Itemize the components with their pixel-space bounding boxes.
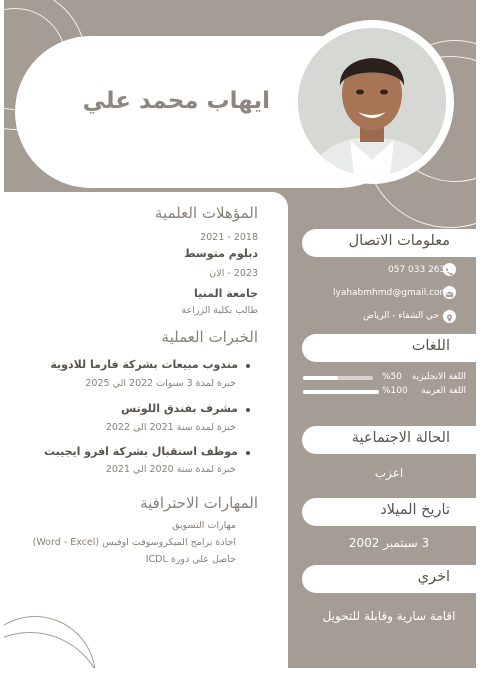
other-title: اخري [417, 569, 450, 585]
experience-title: الخبرات العملية [161, 328, 258, 346]
qualification-period: 2018 - 2021 [200, 232, 258, 243]
qualification-title: دبلوم متوسط [184, 247, 258, 260]
main-content-panel [4, 192, 288, 668]
bullet-icon [246, 451, 250, 455]
languages-title: اللغات [411, 338, 450, 354]
experience-role: موظف استقبال بشركة افرو ايجيبت [44, 445, 238, 458]
skills-title: المهارات الاحترافية [140, 494, 258, 512]
bullet-icon [246, 408, 250, 412]
language-level-fill [303, 390, 379, 394]
birthdate-value: 3 سبتمبر 2002 [348, 536, 430, 550]
languages-header [302, 334, 476, 362]
contact-title: معلومات الاتصال [348, 233, 450, 249]
phone-number: 057 033 2631 [388, 265, 451, 275]
language-level-bar [303, 390, 379, 394]
language-percent: %50 [382, 372, 403, 382]
other-header [302, 565, 476, 593]
language-percent: %100 [382, 386, 408, 396]
experience-duration: خبرة لمدة سنة 2020 الي 2021 [105, 464, 236, 475]
qualifications-title: المؤهلات العلمية [154, 204, 258, 222]
language-name: اللغة الانجليزية [411, 372, 466, 382]
experience-role: مشرف بفندق اللوتس [121, 402, 238, 415]
experience-duration: خبرة لمدة سنة 2021 الي 2022 [105, 422, 236, 433]
other-value: اقامة سارية وقابلة للتحويل [322, 609, 456, 623]
bullet-icon [246, 364, 250, 368]
profile-photo [298, 28, 446, 176]
marital-title: الحالة الاجتماعية [351, 430, 450, 446]
address: حي الشفاء - الرياض [363, 311, 440, 321]
language-name: اللغة العربية [421, 386, 466, 396]
language-level-bar [303, 376, 373, 380]
location-icon [443, 310, 456, 323]
birthdate-header [302, 498, 476, 526]
contact-header [302, 229, 476, 257]
birthdate-title: تاريخ الميلاد [380, 502, 450, 518]
qualification-title: جامعة المنيا [194, 287, 258, 300]
skill-item: مهارات التسويق [172, 520, 236, 531]
language-level-fill [303, 376, 338, 380]
skill-item: حاصل علي دورة ICDL [145, 554, 236, 565]
marital-status: اعزب [374, 466, 404, 480]
qualification-period: 2023 - الان [209, 268, 258, 279]
person-name: ايهاب محمد علي [82, 88, 270, 114]
skill-item: اجادة برامج الميكروسوفت اوفيس (Word - Excel) [32, 537, 236, 548]
marital-header [302, 426, 476, 454]
experience-role: مندوب مبيعات بشركة فارما للادوية [50, 358, 238, 371]
experience-duration: خبرة لمدة 3 سنوات 2022 الي 2025 [85, 378, 236, 389]
decorative-ring [4, 632, 106, 668]
email-address: lyahabmhmd@gmail.com [333, 288, 449, 298]
qualification-subtitle: طالب بكلية الزراعة [181, 305, 258, 316]
